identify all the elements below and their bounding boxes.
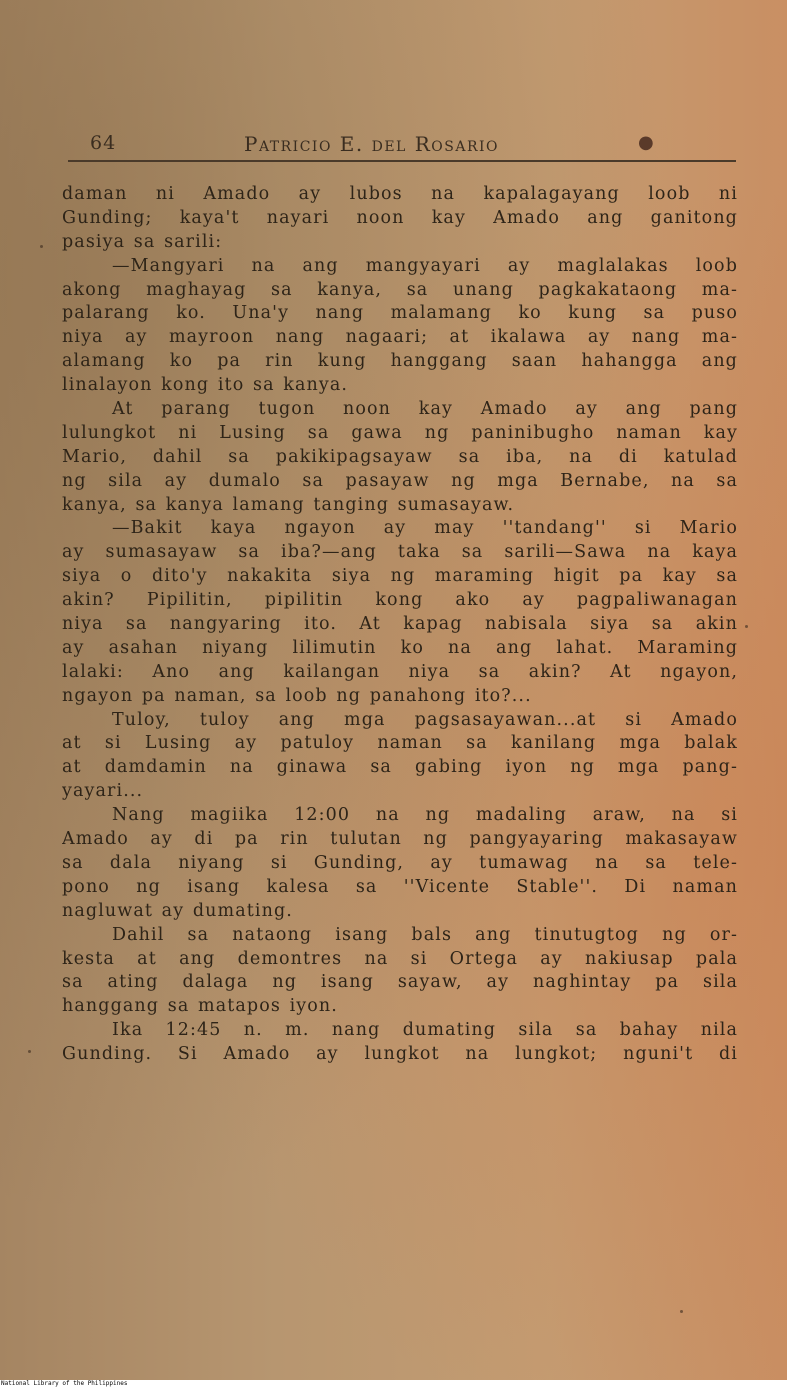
text-line: linalayon kong ito sa kanya. bbox=[62, 375, 349, 396]
text-line: Gunding; kaya't nayari noon kay Amado ang ganitong bbox=[62, 207, 738, 228]
text-line: ay asahan niyang lilimutin ko na ang lahat. Maraming bbox=[62, 637, 738, 658]
text-line: Mario, dahil sa pakikipagsayaw sa iba, na di katulad bbox=[62, 446, 738, 467]
text-line: kesta at ang demontres na si Ortega ay nakiusap pala bbox=[62, 948, 738, 969]
text-line: akong maghayag sa kanya, sa unang pagkakataong ma- bbox=[62, 279, 738, 300]
text-line: —Bakit kaya ngayon ay may ''tandang'' si Mario bbox=[112, 518, 738, 539]
text-line: alamang ko pa rin kung hanggang saan hahangga ang bbox=[62, 351, 738, 372]
text-line: Dahil sa nataong isang bals ang tinutugtog ng or- bbox=[112, 924, 738, 945]
text-line: siya o dito'y nakakita siya ng maraming higit pa kay sa bbox=[62, 566, 738, 587]
text-line: kanya, sa kanya lamang tanging sumasayaw. bbox=[62, 494, 515, 515]
paper-speck bbox=[745, 625, 748, 628]
text-line: Nang magiika 12:00 na ng madaling araw, na si bbox=[112, 805, 738, 826]
text-line: sa dala niyang si Gunding, ay tumawag na sa tele- bbox=[62, 852, 738, 873]
text-line: niya ay mayroon nang nagaari; at ikalawa ay nang ma- bbox=[62, 327, 738, 348]
text-line: ng sila ay dumalo sa pasayaw ng mga Bernabe, na sa bbox=[62, 470, 738, 491]
text-line: daman ni Amado ay lubos na kapalagayang loob ni bbox=[62, 184, 738, 204]
text-line: lulungkot ni Lusing sa gawa ng paninibugho naman kay bbox=[62, 422, 738, 443]
text-line: at damdamin na ginawa sa gabing iyon ng mga pang- bbox=[62, 757, 738, 778]
text-line: akin? Pipilitin, pipilitin kong ako ay pagpaliwanagan bbox=[62, 590, 738, 611]
paper-speck bbox=[28, 1050, 31, 1053]
text-line: Tuloy, tuloy ang mga pagsasayawan...at si Amado bbox=[112, 709, 738, 730]
text-line: lalaki: Ano ang kailangan niya sa akin? At ngayon, bbox=[62, 661, 738, 682]
text-line: Ika 12:45 n. m. nang dumating sila sa bahay nila bbox=[112, 1020, 738, 1041]
text-line: palarang ko. Una'y nang malamang ko kung sa puso bbox=[62, 303, 738, 324]
text-line: Amado ay di pa rin tulutan ng pangyayaring makasayaw bbox=[62, 829, 738, 850]
text-line: ay sumasayaw sa iba?—ang taka sa sarili—Sawa na kaya bbox=[62, 542, 738, 563]
text-line: nagluwat ay dumating. bbox=[62, 900, 293, 921]
body-text bbox=[62, 183, 738, 1213]
running-head: Patricio E. del Rosario bbox=[244, 132, 499, 156]
text-line: pono ng isang kalesa sa ''Vicente Stable''. Di naman bbox=[62, 876, 738, 897]
paper-speck bbox=[40, 245, 43, 248]
text-line: At parang tugon noon kay Amado ay ang pang bbox=[112, 399, 738, 420]
text-line: ngayon pa naman, sa loob ng panahong ito?... bbox=[62, 685, 532, 706]
paper-speck bbox=[680, 1310, 683, 1313]
text-line: Gunding. Si Amado ay lungkot na lungkot; nguni't di bbox=[62, 1044, 738, 1065]
text-line: yayari... bbox=[62, 781, 144, 802]
page-header bbox=[68, 128, 736, 162]
text-line: hanggang sa matapos iyon. bbox=[62, 996, 338, 1017]
text-line: sa ating dalaga ng isang sayaw, ay naghintay pa sila bbox=[62, 972, 738, 993]
text-line: pasiya sa sarili: bbox=[62, 231, 223, 252]
text-line: niya sa nangyaring ito. At kapag nabisala siya sa akin bbox=[62, 614, 738, 635]
library-credit: National Library of the Philippines bbox=[0, 1380, 787, 1388]
page-number: 64 bbox=[90, 132, 117, 154]
text-line: —Mangyari na ang mangyayari ay maglalakas loob bbox=[112, 255, 738, 276]
text-line: at si Lusing ay patuloy naman sa kanilang mga balak bbox=[62, 733, 738, 754]
ink-blot-icon: ● bbox=[638, 132, 654, 153]
